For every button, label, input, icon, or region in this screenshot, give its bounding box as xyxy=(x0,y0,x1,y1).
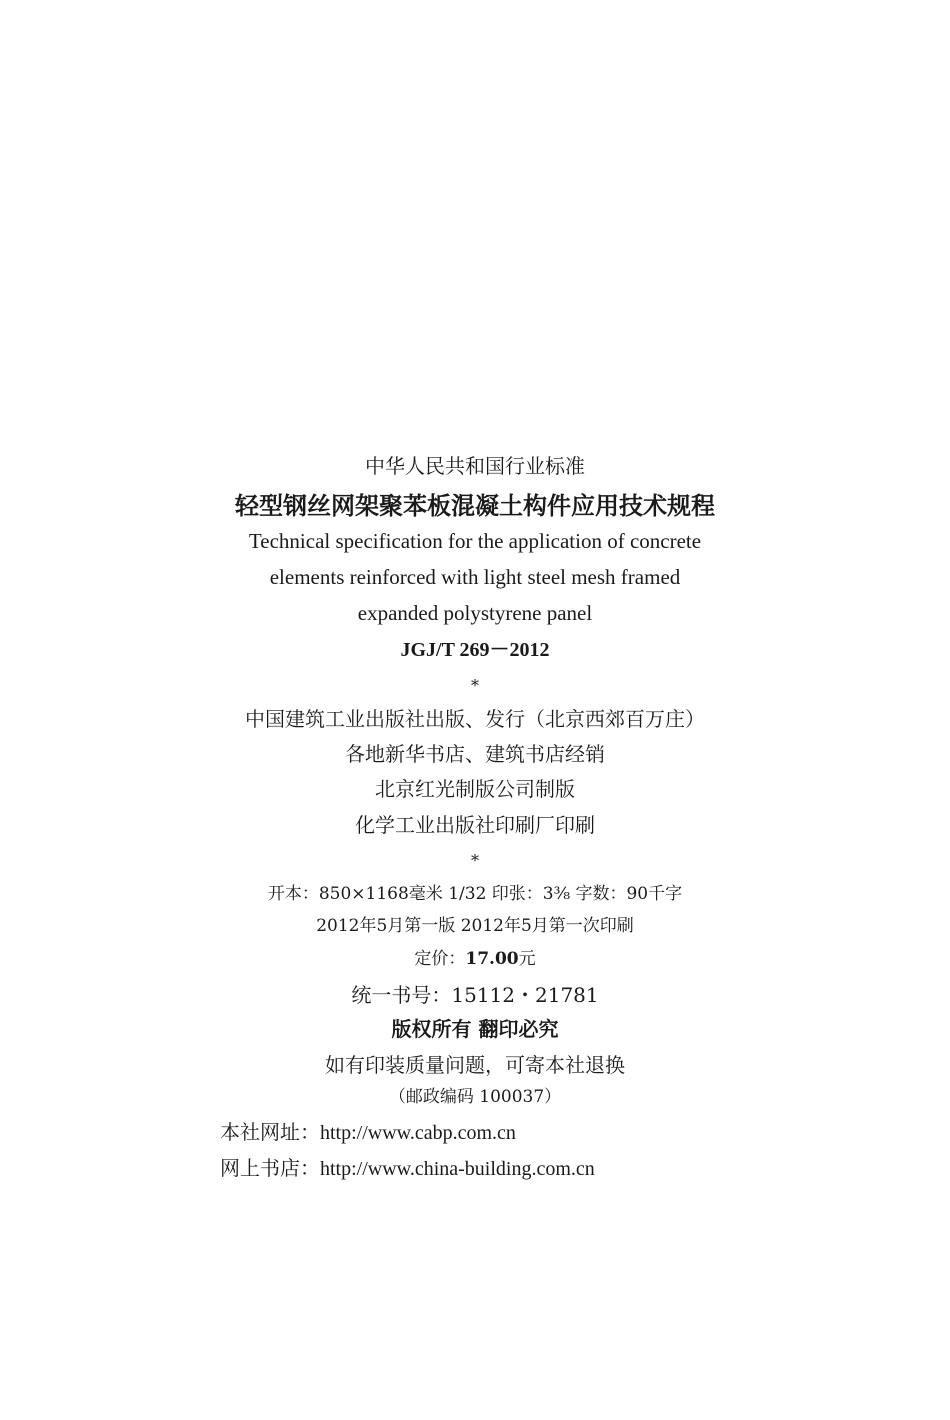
title-en-line-1: Technical specification for the application of concrete xyxy=(248,529,702,553)
separator-star-1: * xyxy=(471,676,479,695)
price-line xyxy=(0,951,950,968)
edition-line: 2012年5月第一版 2012年5月第一次印刷 xyxy=(316,916,634,936)
title-en-line-3: expanded polystyrene panel xyxy=(357,601,593,625)
plate-maker-line: 北京红光制版公司制版 xyxy=(375,777,575,801)
book-number: 统一书号：15112・21781 xyxy=(351,983,599,1007)
standard-code: JGJ/T 269－2012 xyxy=(400,639,550,661)
title-en-line-2: elements reinforced with light steel mesh framed xyxy=(269,565,681,589)
bookstore-line xyxy=(220,1158,595,1179)
separator-star-2: * xyxy=(471,851,479,870)
publisher-line: 中国建筑工业出版社出版、发行（北京西郊百万庄） xyxy=(245,707,705,731)
standard-label: 中华人民共和国行业标准 xyxy=(365,454,585,478)
printer-line: 化学工业出版社印刷厂印刷 xyxy=(355,813,595,837)
exchange-note: 如有印装质量问题，可寄本社退换 xyxy=(325,1053,625,1077)
website-label: 本社网址： xyxy=(220,1120,320,1144)
price-value: 17.00 xyxy=(465,949,519,969)
title-cn: 轻型钢丝网架聚苯板混凝土构件应用技术规程 xyxy=(235,492,715,520)
rights-notice: 版权所有 翻印必究 xyxy=(391,1017,559,1041)
bookstore-label: 网上书店： xyxy=(220,1156,320,1180)
price-unit: 元 xyxy=(518,949,536,969)
format-line: 开本：850×1168毫米 1/32 印张：3⅜ 字数：90千字 xyxy=(267,884,683,904)
website-line xyxy=(220,1122,516,1143)
bookstore-url: http://www.china-building.com.cn xyxy=(320,1158,595,1180)
website-url: http://www.cabp.com.cn xyxy=(320,1122,516,1144)
postcode: （邮政编码 100037） xyxy=(388,1087,562,1107)
price-label: 定价： xyxy=(414,949,466,969)
distributor-line: 各地新华书店、建筑书店经销 xyxy=(345,742,605,766)
